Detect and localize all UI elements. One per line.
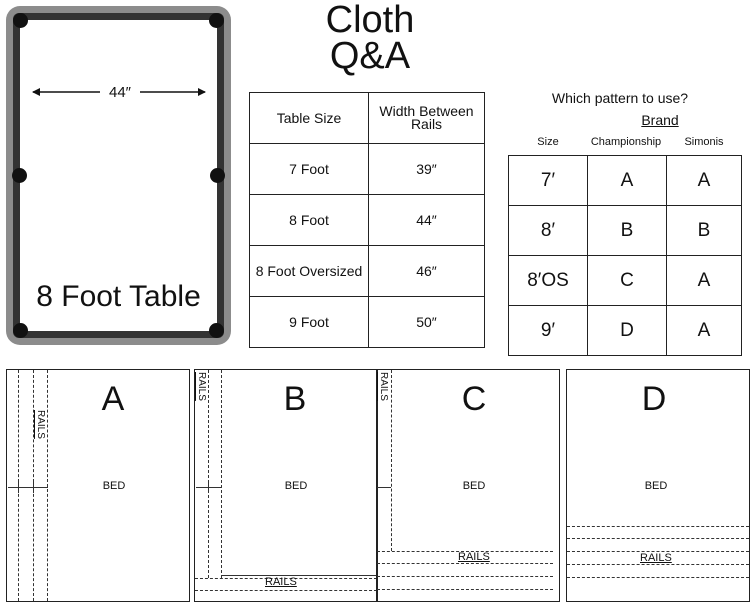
row-size: 9 Foot xyxy=(250,297,369,348)
brand-label: Brand xyxy=(641,112,679,128)
cut-mark xyxy=(33,481,34,493)
bed-label: BED xyxy=(644,480,668,492)
pattern-championship: B xyxy=(588,206,667,256)
bed-label: BED xyxy=(462,480,486,492)
cut-mark xyxy=(8,487,48,488)
cut-line xyxy=(195,590,377,591)
pattern-simonis: A xyxy=(667,256,742,306)
table-row xyxy=(509,256,742,306)
pattern-championship: C xyxy=(588,256,667,306)
table-row xyxy=(250,297,485,348)
pattern-letter-c: C xyxy=(461,380,487,418)
table-row xyxy=(250,144,485,195)
table-row xyxy=(509,206,742,256)
cut-line xyxy=(208,370,209,578)
pattern-simonis: A xyxy=(667,156,742,206)
cut-mark xyxy=(18,481,19,493)
pattern-simonis: A xyxy=(667,306,742,356)
column-header-simonis: Simonis xyxy=(684,136,724,148)
cut-line xyxy=(391,370,392,551)
column-header-size: Size xyxy=(537,136,559,148)
row-width: 46″ xyxy=(369,246,485,297)
row-width: 39″ xyxy=(369,144,485,195)
cut-line xyxy=(377,563,553,564)
table-row xyxy=(509,306,742,356)
pattern-question: Which pattern to use? xyxy=(551,90,689,106)
cut-line xyxy=(221,575,377,576)
cut-line xyxy=(47,370,48,601)
bed-label: BED xyxy=(284,480,308,492)
pocket-bottom-right xyxy=(209,323,224,338)
pocket-bottom-left xyxy=(13,323,28,338)
header-width: Width Between Rails xyxy=(369,93,485,144)
cut-line xyxy=(377,589,553,590)
width-label: 44″ xyxy=(100,84,140,101)
pattern-size: 7′ xyxy=(509,156,588,206)
row-size: 7 Foot xyxy=(250,144,369,195)
pocket-middle-right xyxy=(210,168,225,183)
cut-line xyxy=(567,564,749,565)
pocket-top-right xyxy=(209,13,224,28)
table-row xyxy=(509,156,742,206)
column-header-championship: Championship xyxy=(590,136,662,148)
cut-line xyxy=(567,526,749,527)
pattern-size: 9′ xyxy=(509,306,588,356)
pattern-simonis: B xyxy=(667,206,742,256)
row-size: 8 Foot xyxy=(250,195,369,246)
pattern-table xyxy=(508,155,742,356)
width-table-header xyxy=(250,93,485,144)
title-line-2: Q&A xyxy=(329,35,411,77)
row-width: 44″ xyxy=(369,195,485,246)
bed-label: BED xyxy=(102,480,126,492)
page-title xyxy=(300,0,440,77)
pattern-championship: D xyxy=(588,306,667,356)
title-line-1: Cloth xyxy=(325,0,415,41)
rails-bottom-label: RAILS xyxy=(458,551,490,563)
pattern-championship: A xyxy=(588,156,667,206)
pocket-top-left xyxy=(13,13,28,28)
pattern-letter-b: B xyxy=(283,380,307,418)
cut-line xyxy=(221,370,222,578)
table-caption: 8 Foot Table xyxy=(36,280,201,313)
header-table-size: Table Size xyxy=(250,93,369,144)
cut-line xyxy=(377,576,553,577)
rails-bottom-label: RAILS xyxy=(265,576,297,588)
pattern-size: 8′OS xyxy=(509,256,588,306)
table-row xyxy=(250,246,485,297)
cut-mark xyxy=(208,481,209,493)
pattern-letter-d: D xyxy=(641,380,667,418)
rails-label: RAILS xyxy=(35,410,46,439)
pattern-letter-a: A xyxy=(101,380,125,418)
pocket-middle-left xyxy=(12,168,27,183)
row-width: 50″ xyxy=(369,297,485,348)
table-row xyxy=(250,195,485,246)
rails-side-label: RAILS xyxy=(378,372,389,401)
rails-label: RAILS xyxy=(640,552,672,564)
cut-line xyxy=(567,577,749,578)
rails-side-label: RAILS xyxy=(196,372,207,401)
row-size: 8 Foot Oversized xyxy=(250,246,369,297)
width-table xyxy=(249,92,485,348)
cut-line xyxy=(567,538,749,539)
cut-mark xyxy=(377,487,391,488)
pattern-size: 8′ xyxy=(509,206,588,256)
